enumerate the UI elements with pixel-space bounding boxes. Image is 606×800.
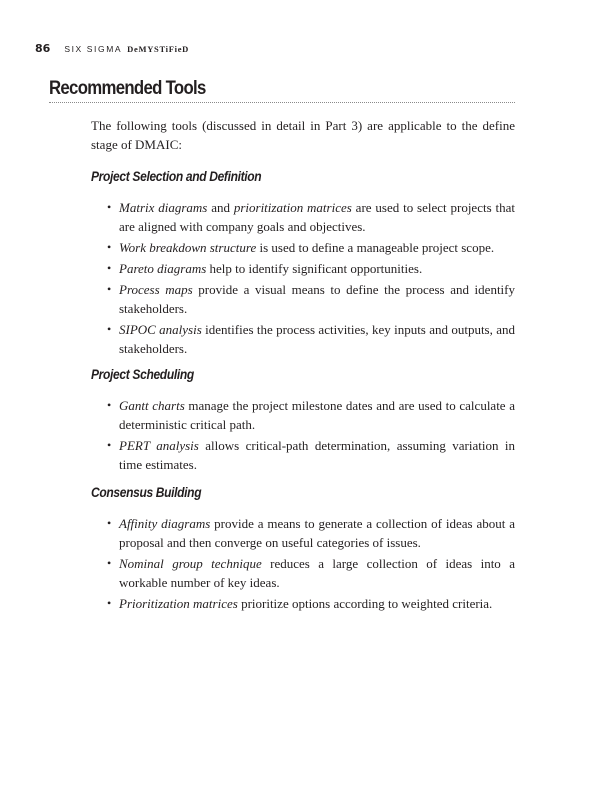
list-item [91, 198, 515, 236]
tool-name: PERT analysis [119, 438, 199, 453]
tool-list-project-scheduling [91, 396, 515, 476]
tool-description: prioritize options according to weighted criteria. [237, 596, 493, 611]
list-item [91, 514, 515, 552]
bullet-icon: • [107, 398, 112, 412]
tool-name: Prioritization matrices [119, 596, 238, 611]
intro-paragraph: The following tools (discussed in detail in Part 3) are applicable to the define stage of DMAIC: [91, 118, 515, 152]
book-series: SIX SIGMA [64, 44, 123, 54]
bullet-icon: • [107, 261, 112, 275]
list-item [91, 436, 515, 474]
tool-name: Process maps [119, 282, 193, 297]
section-title: Recommended Tools [49, 77, 206, 99]
tool-description: help to identify significant opportunities. [206, 261, 423, 276]
bullet-icon: • [107, 556, 112, 570]
tool-name: Work breakdown structure [119, 240, 257, 255]
tool-name: SIPOC analysis [119, 322, 202, 337]
bullet-icon: • [107, 438, 112, 452]
tool-description: reduces a large collection of ideas into a workable number of key ideas. [119, 556, 515, 590]
tool-description: is used to define a manageable project scope. [256, 240, 495, 255]
subheading-consensus-building: Consensus Building [91, 484, 202, 500]
running-header [35, 42, 189, 56]
list-item [91, 238, 515, 257]
bullet-icon: • [107, 322, 112, 336]
list-item [91, 396, 515, 434]
tool-name: Affinity diagrams [119, 516, 211, 531]
page-number: 86 [35, 42, 51, 55]
subheading-project-scheduling: Project Scheduling [91, 366, 194, 382]
tool-name: Pareto diagrams [119, 261, 207, 276]
connector-text: and [207, 200, 234, 215]
tool-name: Gantt charts [119, 398, 185, 413]
tool-description: are used to select projects that are aligned with company goals and objectives. [119, 200, 515, 234]
bullet-icon: • [107, 516, 112, 530]
bullet-icon: • [107, 282, 112, 296]
tool-description: allows critical-path determination, assuming variation in time estimates. [119, 438, 515, 472]
tool-description: provide a visual means to define the process and identify stakeholders. [119, 282, 515, 316]
bullet-icon: • [107, 200, 112, 214]
list-item [91, 259, 515, 278]
list-item [91, 594, 515, 613]
title-dotted-rule [49, 102, 515, 103]
tool-description: provide a means to generate a collection of ideas about a proposal and then converge on useful categories of issues. [119, 516, 516, 550]
bullet-icon: • [107, 596, 112, 610]
tool-name: Matrix diagrams [119, 200, 208, 215]
tool-list-consensus-building [91, 514, 515, 615]
tool-name: Nominal group technique [119, 556, 262, 571]
list-item [91, 280, 515, 318]
book-title-word: DeMYSTiFieD [127, 44, 190, 54]
tool-description: identifies the process activities, key inputs and outputs, and stakeholders. [119, 322, 515, 356]
list-item [91, 320, 515, 358]
tool-name: prioritization matrices [233, 200, 352, 215]
subheading-project-selection: Project Selection and Definition [91, 168, 262, 184]
list-item [91, 554, 515, 592]
bullet-icon: • [107, 240, 112, 254]
tool-description: manage the project milestone dates and are used to calculate a deterministic critical path. [119, 398, 515, 432]
tool-list-project-selection [91, 198, 515, 360]
